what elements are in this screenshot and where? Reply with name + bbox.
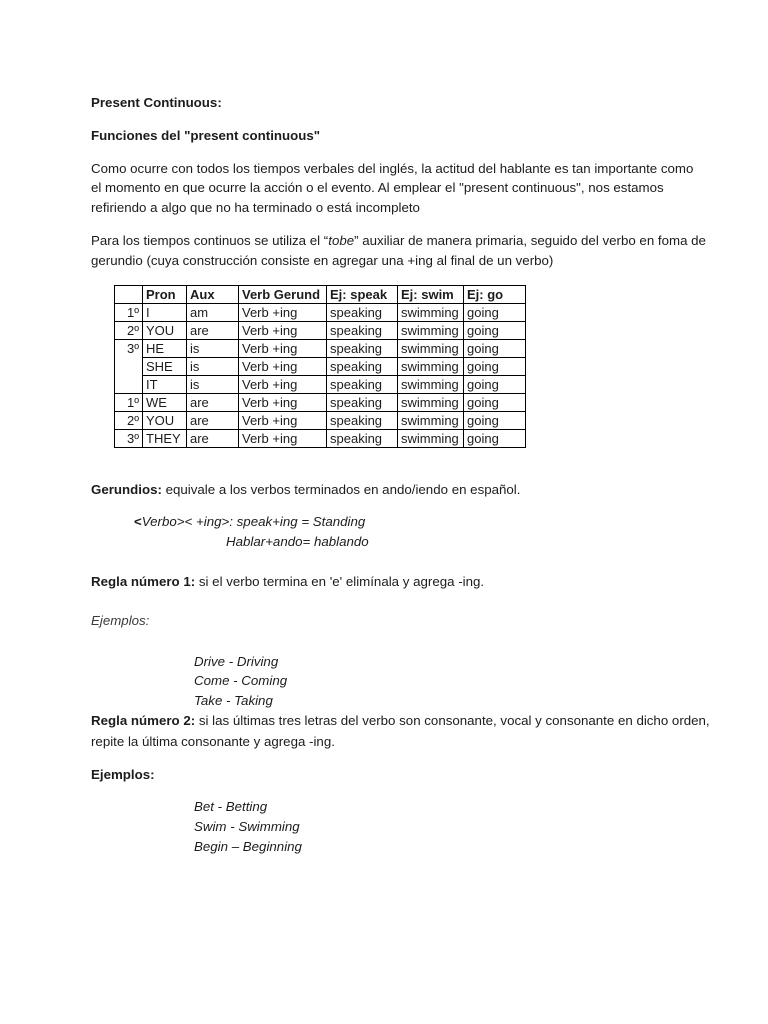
table-cell: speaking (327, 430, 398, 448)
table-cell: 3º (115, 430, 143, 448)
continuous-text-after: ” auxiliar de manera primaria, seguido del verbo en foma de (354, 233, 706, 248)
formula-line-2: Hablar+ando= hablando (226, 534, 369, 549)
gerundios-label: Gerundios: (91, 482, 162, 497)
tobe-italic: tobe (328, 233, 355, 248)
table-cell: 3º (115, 340, 143, 358)
table-cell: 1º (115, 394, 143, 412)
table-cell: speaking (327, 322, 398, 340)
regla-2-text: si las últimas tres letras del verbo son consonante, vocal y consonante en dicho orden, (195, 713, 710, 728)
table-cell: swimming (398, 394, 464, 412)
regla-1-text: si el verbo termina en 'e' elimínala y agrega -ing. (195, 574, 485, 589)
regla-2-label: Regla número 2: (91, 713, 196, 728)
table-cell: is (187, 340, 239, 358)
table-cell: swimming (398, 322, 464, 340)
regla-1-label: Regla número 1: (91, 574, 196, 589)
table-cell: speaking (327, 394, 398, 412)
conjugation-table (114, 285, 526, 448)
table-cell: Verb +ing (239, 304, 327, 322)
table-row (115, 394, 526, 412)
table-cell: YOU (143, 412, 187, 430)
table-cell: I (143, 304, 187, 322)
table-cell: Verb +ing (239, 376, 327, 394)
table-cell: going (464, 412, 526, 430)
table-cell: YOU (143, 322, 187, 340)
table-cell: 2º (115, 412, 143, 430)
continuous-paragraph-line-2: gerundio (cuya construcción consiste en agregar una +ing al final de un verbo) (91, 253, 554, 268)
table-cell: swimming (398, 430, 464, 448)
table-row (115, 322, 526, 340)
table-row (115, 412, 526, 430)
continuous-paragraph-line-1 (91, 232, 706, 250)
formula-open-bracket: < (134, 514, 142, 529)
table-cell: are (187, 394, 239, 412)
table-cell: swimming (398, 358, 464, 376)
table-row (115, 304, 526, 322)
formula-rest: >< +ing>: speak+ing = Standing (176, 514, 366, 529)
table-cell: going (464, 358, 526, 376)
table-cell: swimming (398, 376, 464, 394)
page-title: Present Continuous: (91, 95, 222, 110)
table-cell: speaking (327, 412, 398, 430)
table-row (115, 340, 526, 358)
table-cell: Verb +ing (239, 358, 327, 376)
table-cell: swimming (398, 340, 464, 358)
table-cell: speaking (327, 358, 398, 376)
continuous-text-before: Para los tiempos continuos se utiliza el “ (91, 233, 329, 248)
table-cell: speaking (327, 304, 398, 322)
table-cell: going (464, 394, 526, 412)
table-cell: going (464, 340, 526, 358)
regla-2-line-1 (91, 712, 710, 730)
table-cell: speaking (327, 340, 398, 358)
intro-line-3: refiriendo a algo que no ha terminado o está incompleto (91, 200, 420, 215)
table-header-cell: Ej: go (464, 286, 526, 304)
table-cell: Verb +ing (239, 430, 327, 448)
table-cell: are (187, 322, 239, 340)
gerundios-line (91, 481, 520, 499)
table-cell: 2º (115, 322, 143, 340)
table-cell: Verb +ing (239, 340, 327, 358)
table-cell: swimming (398, 304, 464, 322)
table-header-cell: Ej: speak (327, 286, 398, 304)
table-row (115, 430, 526, 448)
table-cell: going (464, 322, 526, 340)
table-header-cell: Verb Gerund (239, 286, 327, 304)
intro-line-1: Como ocurre con todos los tiempos verbales del inglés, la actitud del hablante es tan importante como (91, 161, 694, 176)
example-2-item: Bet - Betting (194, 799, 268, 814)
table-cell: WE (143, 394, 187, 412)
example-1-item: Take - Taking (194, 693, 273, 708)
ejemplos-1-label: Ejemplos: (91, 613, 150, 628)
table-row (115, 358, 526, 376)
table-cell: Verb +ing (239, 322, 327, 340)
table-cell: swimming (398, 412, 464, 430)
gerundios-text: equivale a los verbos terminados en ando/iendo en español. (161, 482, 521, 497)
table-header-cell (115, 286, 143, 304)
table-cell: am (187, 304, 239, 322)
formula-verbo: Verbo (141, 514, 177, 529)
table-cell: Verb +ing (239, 394, 327, 412)
example-2-item: Swim - Swimming (194, 819, 300, 834)
example-1-item: Come - Coming (194, 673, 288, 688)
table-cell: speaking (327, 376, 398, 394)
regla-1-line (91, 573, 484, 591)
table-cell: is (187, 376, 239, 394)
table-row (115, 376, 526, 394)
table-cell (115, 358, 143, 376)
formula-line-1 (134, 513, 365, 531)
intro-line-2: el momento en que ocurre la acción o el evento. Al emplear el "present continuous", nos estamos (91, 180, 664, 195)
table-header-cell: Ej: swim (398, 286, 464, 304)
table-header-row (115, 286, 526, 304)
table-cell: THEY (143, 430, 187, 448)
example-2-item: Begin – Beginning (194, 839, 302, 854)
table-cell: 1º (115, 304, 143, 322)
ejemplos-2-label: Ejemplos: (91, 767, 155, 782)
table-cell: Verb +ing (239, 412, 327, 430)
example-1-item: Drive - Driving (194, 654, 279, 669)
table-cell: IT (143, 376, 187, 394)
table-header-cell: Pron (143, 286, 187, 304)
section-heading: Funciones del "present continuous" (91, 128, 321, 143)
table-cell: is (187, 358, 239, 376)
table-cell: going (464, 430, 526, 448)
table-cell (115, 376, 143, 394)
regla-2-line-2: repite la última consonante y agrega -ing. (91, 734, 335, 749)
table-cell: SHE (143, 358, 187, 376)
table-cell: going (464, 376, 526, 394)
table-cell: are (187, 430, 239, 448)
table-cell: HE (143, 340, 187, 358)
table-cell: going (464, 304, 526, 322)
table-header-cell: Aux (187, 286, 239, 304)
table-cell: are (187, 412, 239, 430)
